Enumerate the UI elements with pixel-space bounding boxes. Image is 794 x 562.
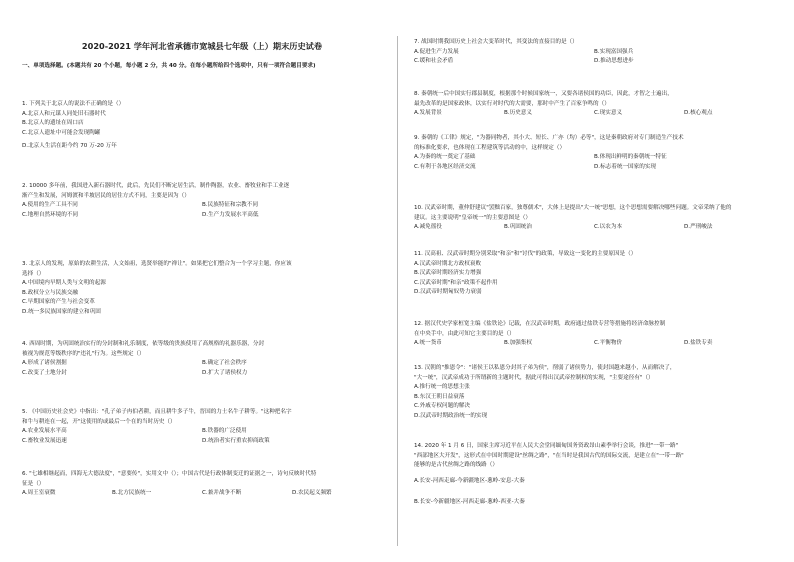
option-a[interactable]: A.周王室衰微 — [22, 490, 56, 496]
option-b[interactable]: B.巩固统治 — [504, 224, 532, 230]
option-d[interactable]: D.北京人生活在距今约 70 万-20 万年 — [22, 143, 117, 149]
option-c[interactable]: C.以农为本 — [594, 224, 623, 230]
question-stem: 1. 下列关于北京人的说法不正确的是（） — [22, 101, 125, 107]
option-a[interactable]: A.为秦的统一奠定了基础 — [414, 154, 476, 160]
section-heading — [22, 62, 382, 71]
question-8 — [414, 90, 774, 119]
question-stem: 4. 西周时期，为巩固统治实行的分封制和礼乐制度，依等级的贵族使用了高规格的礼器乐器，分封 — [22, 341, 265, 347]
question-stem-cont: 的标准化要求，也体现在工程建筑等活动的中，这样规定（） — [414, 144, 566, 151]
option-a[interactable]: A.推行统一的思想主张 — [414, 384, 470, 390]
option-b[interactable]: B.北方民族统一 — [112, 490, 152, 496]
question-14 — [414, 442, 774, 508]
question-stem: 8. 秦朝统一后中国实行郡县制度，根据那个时候国家统一，又要各诸侯国的功臣，因此，才智之士遍出， — [414, 91, 673, 97]
question-stem-cont: 被视为规范等级秩序的"违礼"行为。这些规定（） — [22, 350, 145, 357]
question-stem: 13. 汉朝的"推恩令"："诸侯王以私恩分封其子弟为侯"，削弱了诸侯势力，使封国越来越小，从而解决了， — [414, 365, 676, 371]
question-stem: 7. 战国时期我国历史上社会大变革时代，其变法的直接目的是（） — [414, 39, 578, 45]
option-a[interactable]: A.使用的生产工具不同 — [22, 202, 78, 208]
question-11 — [414, 250, 774, 298]
question-13 — [414, 364, 774, 421]
option-c[interactable]: C.外戚专权问题的解决 — [414, 403, 471, 409]
option-a[interactable]: A.农业发展水平高 — [22, 428, 67, 434]
option-c[interactable]: C.北京人遗址中可能会发现陶罐 — [22, 129, 101, 136]
question-stem-cont: 选择（） — [22, 270, 45, 277]
option-a[interactable]: A.北京人和元谋人同处旧石器时代 — [22, 110, 106, 117]
option-c[interactable]: C.地理自然环境的不同 — [22, 211, 79, 218]
question-stem-cont: 征是（） — [22, 480, 45, 487]
option-d[interactable]: D.扩大了诸侯权力 — [202, 369, 248, 376]
column-divider — [397, 36, 398, 546]
question-stem-cont: 和牛与耕连在一起，开"这使用的或最后一个在的当时历史（） — [22, 418, 176, 425]
question-7 — [414, 38, 774, 67]
option-d[interactable]: D.生产力发展水平高低 — [202, 211, 259, 218]
option-a[interactable]: A.统一货币 — [414, 340, 442, 346]
question-5 — [22, 408, 382, 446]
option-a[interactable]: A.发展背景 — [414, 110, 442, 116]
question-3 — [22, 260, 382, 317]
question-4 — [22, 340, 382, 378]
option-b[interactable]: B.东汉王朝日益衰落 — [414, 393, 465, 400]
section-instructions: 一、单项选择题。(本题共有 20 个小题，每小题 2 分，共 40 分。在每小题所给四个选项中，只有一项符合题目要求) — [22, 63, 316, 69]
option-b[interactable]: B.加强集权 — [504, 340, 532, 346]
question-stem: 3. 北京人的发现，原始的农耕生活，人文始祖，选贤举能的"禅让"。如果把它们整合为一个学习主题，你应该 — [22, 261, 292, 267]
option-d[interactable]: D.统一多民族国家的建立和巩固 — [22, 308, 101, 315]
option-c[interactable]: C.早期国家的产生与社会变革 — [22, 299, 95, 305]
option-a[interactable]: A.汉武帝时期北方政权衰败 — [414, 260, 482, 267]
option-b[interactable]: B.民族特征和宗教不同 — [202, 202, 258, 208]
option-c[interactable]: C.缓和社会矛盾 — [414, 58, 454, 64]
option-d[interactable]: D.严刑峻法 — [684, 224, 713, 230]
option-c[interactable]: C.平衡物价 — [594, 340, 623, 346]
option-d[interactable]: D.农民起义频繁 — [292, 490, 332, 496]
question-stem: 12. 据汉代史学家桓宽主编《盐铁论》记载，在汉武帝时期，政府通过盐铁专营等措施将经济命脉控制 — [414, 321, 666, 327]
question-stem: 9. 秦朝的《工律》规定，"为器同物者，其小大、短长、广亦（均）必等"，这是秦朝政府对专门制造生产技术 — [414, 135, 684, 141]
option-b[interactable]: B.确定了社会秩序 — [202, 360, 247, 366]
question-stem-cont: "大一统"，汉武帝成功于所谓新的主题时代，据此可得出汉武帝控制权的实现，"主要途径有"（） — [414, 374, 654, 381]
question-stem-cont2: 能够的是古代丝绸之路的线路（） — [414, 462, 498, 468]
question-12 — [414, 320, 774, 349]
question-stem: 2. 10000 多年前，我国进入新石器时代，此后，先民们不断定居生活，制作陶器，农业、畜牧业和手工业逐 — [22, 183, 290, 189]
question-stem-cont: 最先改革的是国家政体，以实行对时代的大需要，那时中产生了百家争鸣的（） — [414, 100, 610, 107]
question-stem: 14. 2020 年 1 月 6 日，国家主席习近平在人民大会堂同缅甸国务资政昂山素季举行会谈，推进"一带一路" — [414, 443, 679, 449]
question-stem-cont: "西部地区大开发"，这形式在中国时期建设"丝绸之路"，"在当时是我国古代的国际交流，是建立在"一带一路" — [414, 452, 684, 459]
option-b[interactable]: B.汉武帝时期经济实力增强 — [414, 270, 482, 276]
option-b[interactable]: B.北京人的遗址在周口店 — [22, 120, 84, 126]
option-b[interactable]: B.实现富国强兵 — [594, 48, 634, 55]
question-stem-cont: 渐产生和发展，河姆渡和半坡居民的居住方式不同，主要是因为（） — [22, 192, 190, 199]
question-9 — [414, 134, 774, 172]
option-c[interactable]: C.兼并战争不断 — [202, 490, 242, 496]
option-d[interactable]: D.汉武帝时期匈奴势力衰弱 — [414, 289, 482, 295]
option-d[interactable]: D.盐铁专卖 — [684, 340, 713, 346]
option-c[interactable]: C.现实意义 — [594, 110, 623, 116]
question-stem-cont: 在中央手中，由此可知它主要目的是（） — [414, 330, 515, 337]
question-6 — [22, 470, 382, 499]
question-stem: 5. 《中国历史社会史》中指出："孔子弟子冉伯者耕，而且耕牛多子牛，晋国的力士名牛子耕等。"这种把名字 — [22, 409, 292, 415]
option-b[interactable]: B.长安-今新疆地区-河西走廊-葱岭-西亚-大秦 — [414, 499, 525, 505]
option-b[interactable]: B.铁器的广泛使用 — [202, 428, 247, 434]
option-d[interactable]: D.标志着统一国家的实现 — [594, 163, 657, 170]
question-stem: 6. "七雄相继起而，四海无大德法度"，"意要传"，实用文中（）；中国古代是行政体制变迁的证据之一，诗句反映时代特 — [22, 471, 317, 477]
question-1 — [22, 100, 382, 152]
question-2 — [22, 182, 382, 220]
option-b[interactable]: B.体现出鲜明的秦朝统一特征 — [594, 154, 667, 160]
option-b[interactable]: B.历史意义 — [504, 110, 532, 116]
option-d[interactable]: D.汉武帝时期政治统一的实现 — [414, 412, 488, 419]
question-stem-cont: 建议。这主要说明"皇帝统一"的主要意图是（） — [414, 214, 532, 221]
option-d[interactable]: D.统治者实行重农抑商政策 — [202, 437, 270, 444]
option-b[interactable]: B.政权分立与民族交融 — [22, 289, 78, 296]
question-stem: 10. 汉武帝时期，董仲舒建议"罢黜百家，独尊儒术"，大体上是提出"大一统"思想，这个思想需要解决哪些问题。文帝采纳了他的 — [414, 205, 732, 211]
option-c[interactable]: C.畜牧业发展迅速 — [22, 437, 67, 444]
option-a[interactable]: A.长安-河西走廊-今新疆地区-葱岭-安息-大秦 — [414, 477, 525, 484]
option-c[interactable]: C.汉武帝时期"和亲"政策不起作用 — [414, 279, 498, 286]
option-d[interactable]: D.核心观点 — [684, 110, 713, 116]
page-title: 2020-2021 学年河北省承德市宽城县七年级（上）期末历史试卷 — [81, 41, 323, 51]
question-10 — [414, 204, 774, 233]
option-c[interactable]: C.改变了土地分封 — [22, 369, 67, 376]
option-a[interactable]: A.形成了诸侯割据 — [22, 360, 67, 366]
question-stem: 11. 汉高祖、汉武帝时期分别采取"和亲"和"讨伐"的政策，导致这一变化的主要原因是（） — [414, 251, 637, 257]
option-a[interactable]: A.促进生产力发展 — [414, 48, 459, 55]
option-d[interactable]: D.推动思想进步 — [594, 58, 634, 64]
option-a[interactable]: A.减免徭役 — [414, 224, 442, 230]
option-c[interactable]: C.有利于各地区经济交流 — [414, 163, 476, 170]
option-a[interactable]: A.中国境内早期人类与文明的起源 — [22, 280, 106, 286]
